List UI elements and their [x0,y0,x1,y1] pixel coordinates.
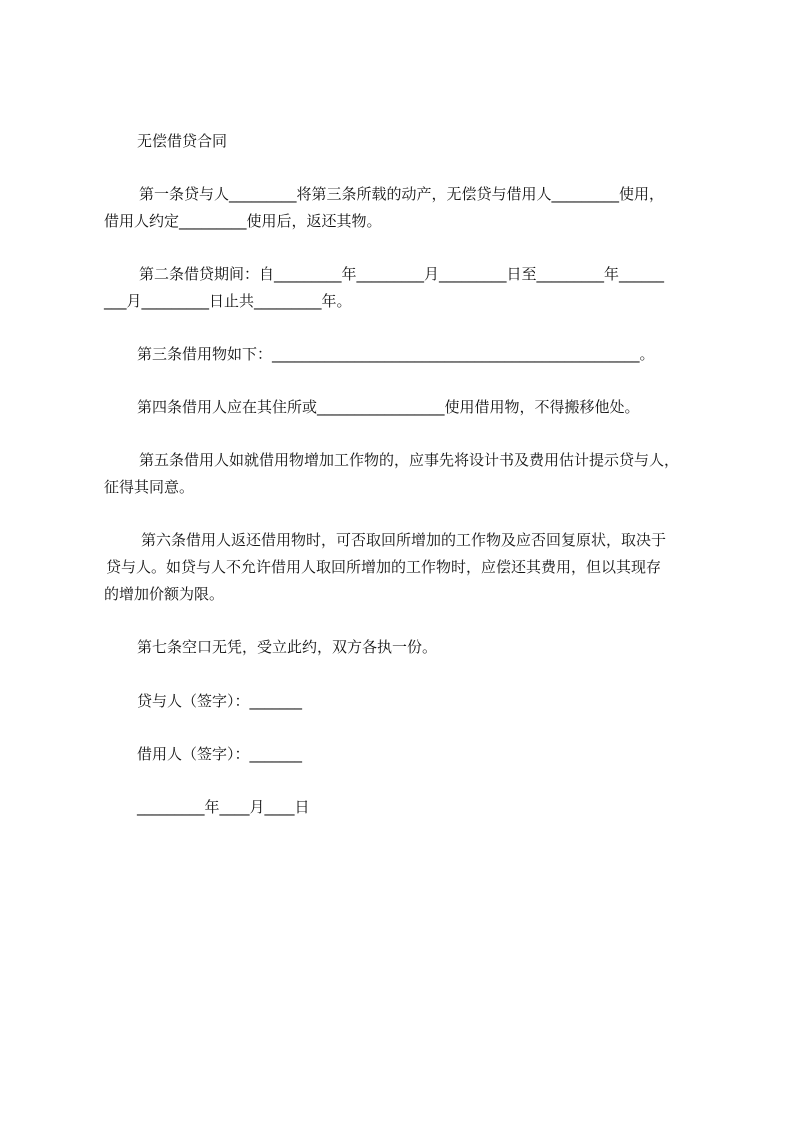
clause-1-line-2: 借用人约定_________使用后，返还其物。 [104,212,382,230]
clause-4-line-1: 第四条借用人应在其住所或_________________使用借用物，不得搬移他处。 [137,398,640,416]
clause-7-line-1: 第七条空口无凭，受立此约，双方各执一份。 [137,638,438,656]
clause-6-line-2: 贷与人。如贷与人不允许借用人取回所增加的工作物时，应偿还其费用，但以其现存 [106,558,662,576]
clause-3-line-1: 第三条借用物如下：_________________________________________________。 [137,345,655,363]
borrower-signature: 借用人（签字）：_______ [137,745,303,763]
clause-5-line-1: 第五条借用人如就借用物增加工作物的，应事先将设计书及费用估计提示贷与人， [139,451,680,469]
clause-6-line-1: 第六条借用人返还借用物时，可否取回所增加的工作物及应否回复原状，取决于 [141,531,667,549]
clause-5-line-2: 征得其同意。 [104,478,195,496]
clause-6-line-3: 的增加价额为限。 [104,585,225,603]
lender-signature: 贷与人（签字）：_______ [137,692,303,710]
clause-1-line-1: 第一条贷与人_________将第三条所载的动产，无偿贷与借用人_________使用， [139,185,665,203]
document-title: 无偿借贷合同 [137,132,228,150]
clause-2-line-2: ___月_________日止共_________年。 [104,292,352,310]
signature-date: _________年____月____日 [137,798,310,816]
clause-2-line-1: 第二条借贷期间：自_________年_________月_________日至_________年______ [139,265,665,283]
